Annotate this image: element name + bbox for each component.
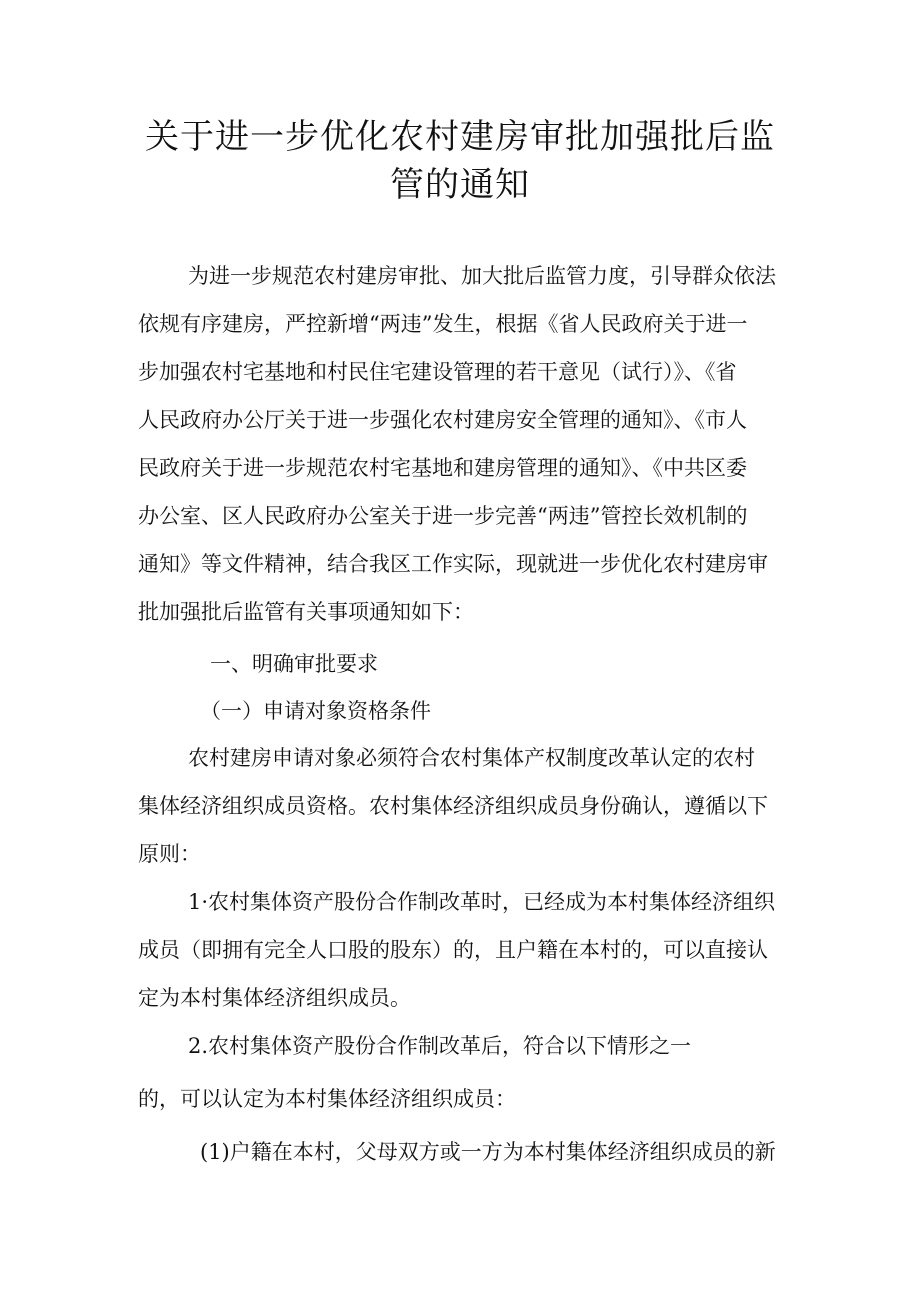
paragraph-line: 人民政府办公厅关于进一步强化农村建房安全管理的通知》、《市人 — [138, 408, 747, 432]
list-item-line: 成员（即拥有完全人口股的股东）的，且户籍在本村的，可以直接认 — [138, 938, 768, 962]
paragraph-line: 集体经济组织成员资格。农村集体经济组织成员身份确认，遵循以下 — [138, 794, 768, 818]
list-item-line: 定为本村集体经济组织成员。 — [138, 986, 411, 1010]
paragraph-line: 原则： — [138, 842, 201, 866]
paragraph-line: 批加强批后监管有关事项通知如下： — [138, 600, 474, 624]
paragraph-line: 为进一步规范农村建房审批、加大批后监管力度，引导群众依法 — [188, 264, 776, 288]
paragraph-line: 办公室、区人民政府办公室关于进一步完善“两违”管控长效机制的 — [138, 504, 748, 528]
paragraph-line: 民政府关于进一步规范农村宅基地和建房管理的通知》、《中共区委 — [138, 456, 747, 480]
paragraph-line: 通知》等文件精神，结合我区工作实际，现就进一步优化农村建房审 — [138, 552, 768, 576]
list-item-line: (1)户籍在本村，父母双方或一方为本村集体经济组织成员的新 — [200, 1140, 776, 1164]
section-heading: 一、明确审批要求 — [210, 652, 378, 676]
subsection-heading: （一）申请对象资格条件 — [200, 699, 431, 723]
list-item-line: 2.农村集体资产股份合作制改革后，符合以下情形之一 — [188, 1034, 692, 1058]
list-item-line: 1·农村集体资产股份合作制改革时，已经成为本村集体经济组织 — [188, 890, 776, 914]
list-item-line: 的，可以认定为本村集体经济组织成员： — [138, 1087, 516, 1111]
paragraph-line: 依规有序建房，严控新增“两违”发生，根据《省人民政府关于进一 — [138, 312, 748, 336]
document-title-line-1: 关于进一步优化农村建房审批加强批后监 — [145, 117, 775, 157]
document-title-line-2: 管的通知 — [390, 165, 530, 205]
paragraph-line: 农村建房申请对象必须符合农村集体产权制度改革认定的农村 — [188, 746, 755, 770]
paragraph-line: 步加强农村宅基地和村民住宅建设管理的若干意见（试行）》、《省 — [138, 360, 737, 384]
